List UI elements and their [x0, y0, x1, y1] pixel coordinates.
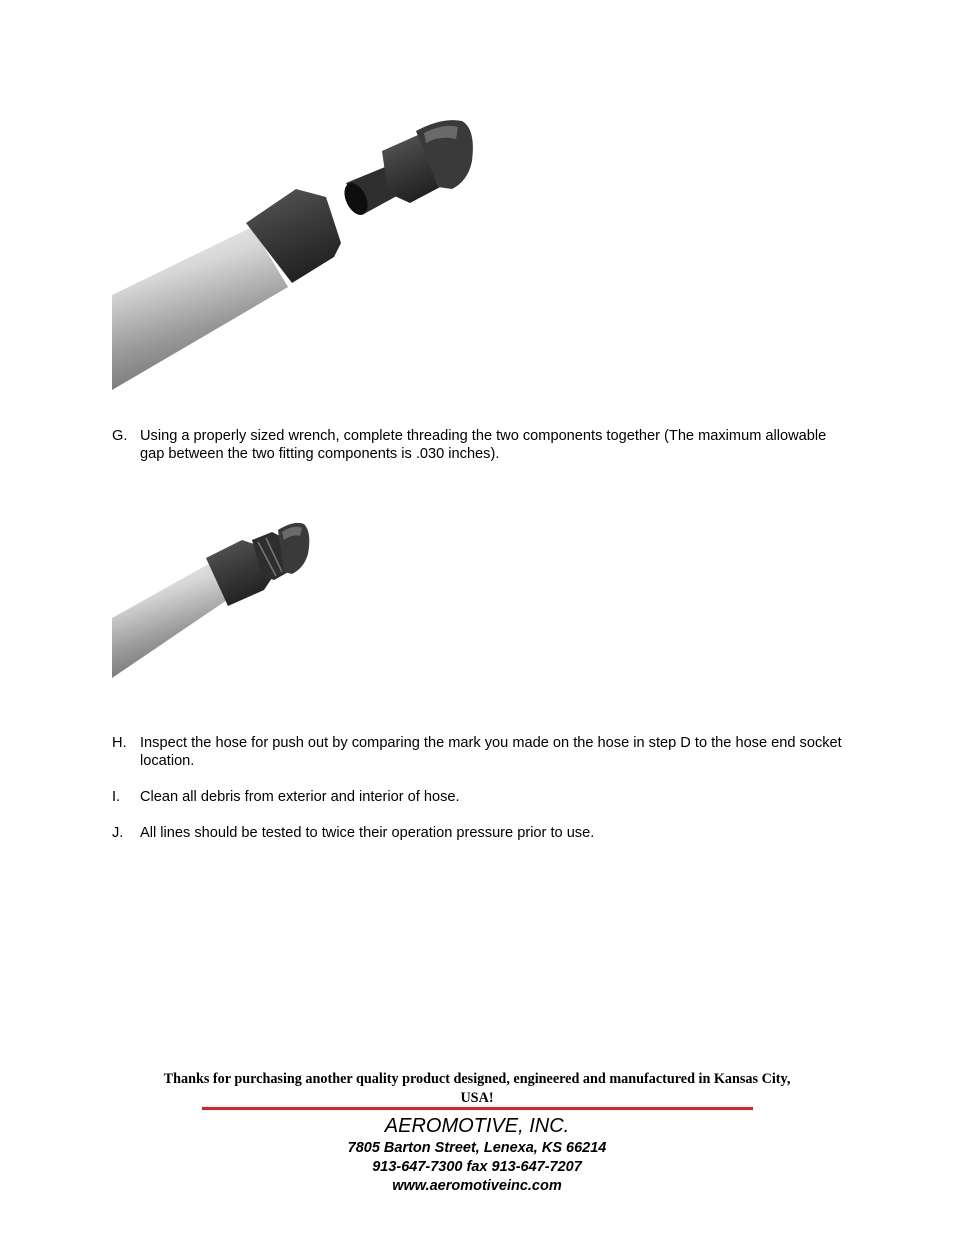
step-text: All lines should be tested to twice their operation pressure prior to use.	[140, 825, 595, 841]
hose-fitting-assembled-illustration	[112, 518, 317, 683]
step-text: Clean all debris from exterior and interior of hose.	[140, 789, 460, 805]
company-website[interactable]: www.aeromotiveinc.com	[392, 1178, 562, 1194]
footer-divider	[202, 1107, 753, 1110]
thanks-message: Thanks for purchasing another quality product designed, engineered and manufactured in Kansas City, USA!	[163, 1071, 791, 1106]
step-letter: J.	[112, 825, 124, 841]
company-address: 7805 Barton Street, Lenexa, KS 66214	[347, 1140, 607, 1156]
company-phone: 913-647-7300 fax 913-647-7207	[372, 1159, 582, 1175]
step-letter: G.	[112, 428, 128, 444]
step-text: Inspect the hose for push out by comparing the mark you made on the hose in step D to the hose end socket location.	[140, 735, 842, 769]
hose-fitting-separated-illustration	[112, 115, 482, 390]
step-letter: I.	[112, 789, 121, 805]
hose-body	[112, 227, 288, 390]
step-letter: H.	[112, 735, 127, 751]
step-text: Using a properly sized wrench, complete threading the two components together (The maximum allowable gap between the two fitting components is .030 inches).	[140, 428, 827, 462]
hose-body	[112, 562, 230, 678]
company-name: AEROMOTIVE, INC.	[384, 1115, 570, 1137]
